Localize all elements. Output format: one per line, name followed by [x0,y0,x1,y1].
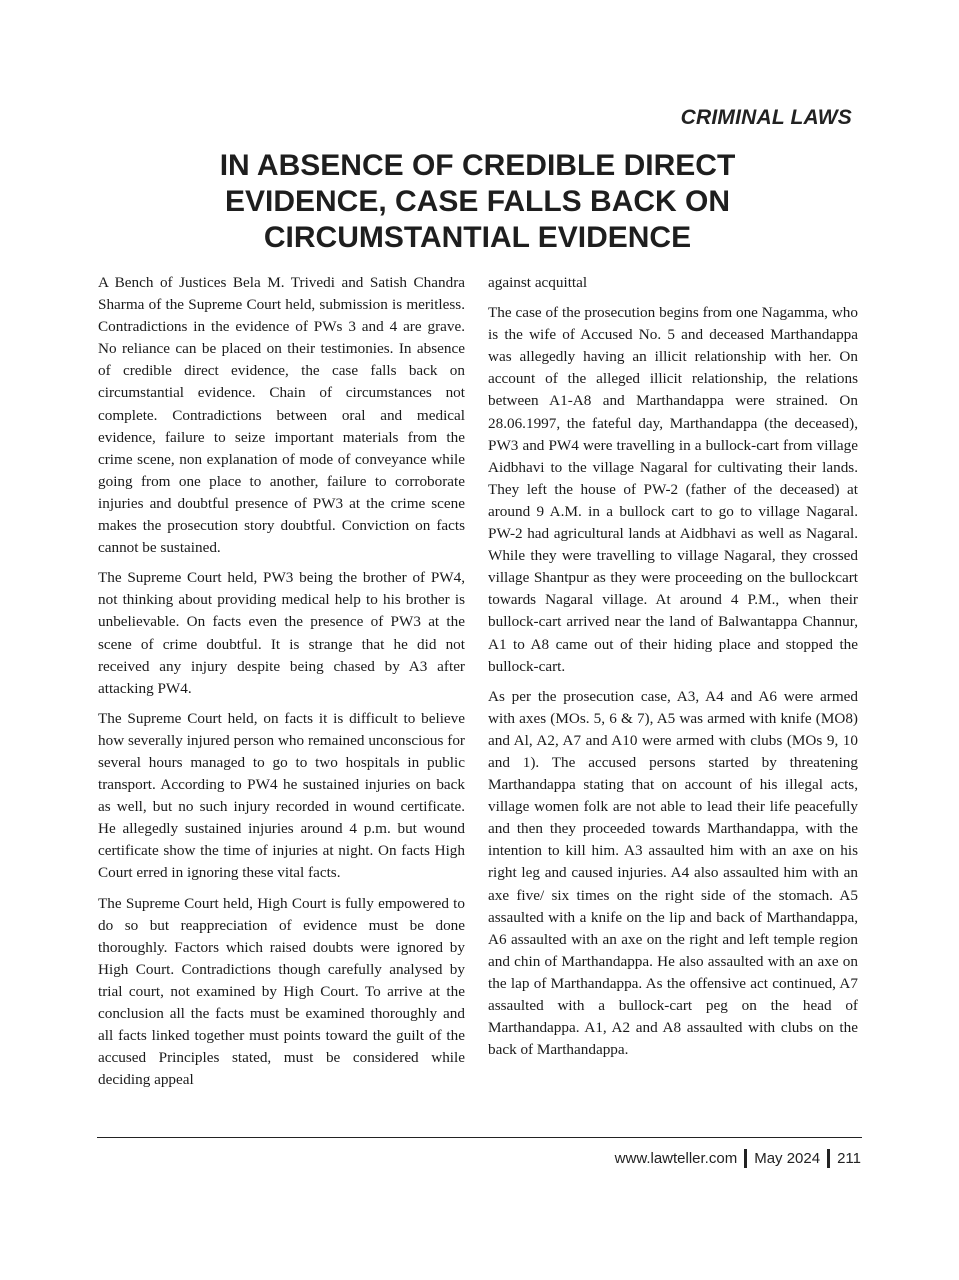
paragraph: The Supreme Court held, High Court is fully empowered to do so but reappreciation of evidence must be done thoroughly. Factors which raised doubts were ignored by High Court. Contradictions though carefully analysed by trial court, not examined by High Court. To arrive at the conclusion all the facts must be examined thoroughly and all facts linked together must points toward the guilt of the accused Principles stated, must be considered while deciding appeal [98,894,465,1089]
paragraph: The Supreme Court held, PW3 being the brother of PW4, not thinking about providing medical help to his brother is unbelievable. On facts even the presence of PW3 at the scene of crime doubtful. It is strange that he did not received any injury despite being chased by A3 after attacking PW4. [98,569,465,697]
page-number: 211 [837,1150,861,1167]
paragraph: A Bench of Justices Bela M. Trivedi and Satish Chandra Sharma of the Supreme Court held, submission is meritless. Contradictions in the evidence of PWs 3 and 4 are grave. No reliance can be placed on their testimonies. In absence of credible direct evidence, the case falls back on circumstantial evidence. Chain of circumstances not complete. Contradictions between oral and medical evidence, failure to seize important materials from the crime scene, non explanation of mode of conveyance while going from one place to another, failure to corroborate injuries and doubtful presence of PW3 at the crime scene makes the prosecution story doubtful. Conviction on facts cannot be sustained. [98,274,465,557]
paragraph: against acquittal [488,274,588,291]
title-line: EVIDENCE, CASE FALLS BACK ON [224,185,731,218]
right-column [488,272,858,1069]
article-title [150,148,805,256]
paragraph: The case of the prosecution begins from one Nagamma, who is the wife of Accused No. 5 and deceased Marthandappa was allegedly having an illicit relationship with her. On account of the alleged illicit relationship, the relations between A1-A8 and Marthandappa were strained. On 28.06.1997, the fateful day, Marthandappa (the deceased), PW3 and PW4 were travelling in a bullock-cart from village Aidbhavi to the village Nagaral for cultivating their lands. They left the house of PW-2 (father of the deceased) at around 9 A.M. in a bullock cart to go to village Nagaral. PW-2 had agricultural lands at Aidbhavi as well as Nagaral. While they were travelling to village Nagaral, they crossed village Shantpur as they were proceeding on the bullockcart towards Nagaral village. At around 4 P.M., when their bullock-cart arrived near the land of Balwantappa Channur, A1 to A8 came out of their hiding place and stopped the bullock-cart. [488,304,858,675]
footer-separator [827,1149,830,1168]
title-line: CIRCUMSTANTIAL EVIDENCE [263,221,692,254]
page-footer [615,1149,861,1168]
paragraph: As per the prosecution case, A3, A4 and A6 were armed with axes (MOs. 5, 6 & 7), A5 was armed with knife (MO8) and Al, A2, A7 and A10 were armed with clubs (MOs 9, 10 and 1). The accused persons started by threatening Marthandappa stating that on account of his illegal acts, village women folk are not able to lead their life peacefully and then they proceeded towards Marthandappa, with the intention to kill him. A3 assaulted him with an axe on his right leg and caused injuries. A4 also assaulted him with an axe five/ six times on the right side of the stomach. A5 assaulted with a knife on the lip and back of Marthandappa, A6 assaulted with an axe on the right and left temple region and chin of Marthandappa. He also assaulted with an axe on the lap of Marthandappa. As the offensive act continued, A7 assaulted with a bullock-cart peg on the head of Marthandappa. A1, A2 and A8 assaulted with clubs on the back of Marthandappa. [488,687,858,1059]
title-line: IN ABSENCE OF CREDIBLE DIRECT [219,149,736,182]
footer-website: www.lawteller.com [614,1150,738,1167]
left-column [98,272,465,1099]
footer-issue: May 2024 [754,1150,821,1167]
footer-divider [97,1137,862,1138]
footer-separator [744,1149,747,1168]
section-label: CRIMINAL LAWS [680,106,852,129]
paragraph: The Supreme Court held, on facts it is difficult to believe how severally injured person who remained unconscious for several hours managed to go to two hospitals in public transport. According to PW4 he sustained injuries on back as well, but no such injury recorded in wound certificate. He allegedly sustained injuries around 4 p.m. but wound certificate show the time of injuries at night. On facts High Court erred in ignoring these vital facts. [98,709,465,882]
